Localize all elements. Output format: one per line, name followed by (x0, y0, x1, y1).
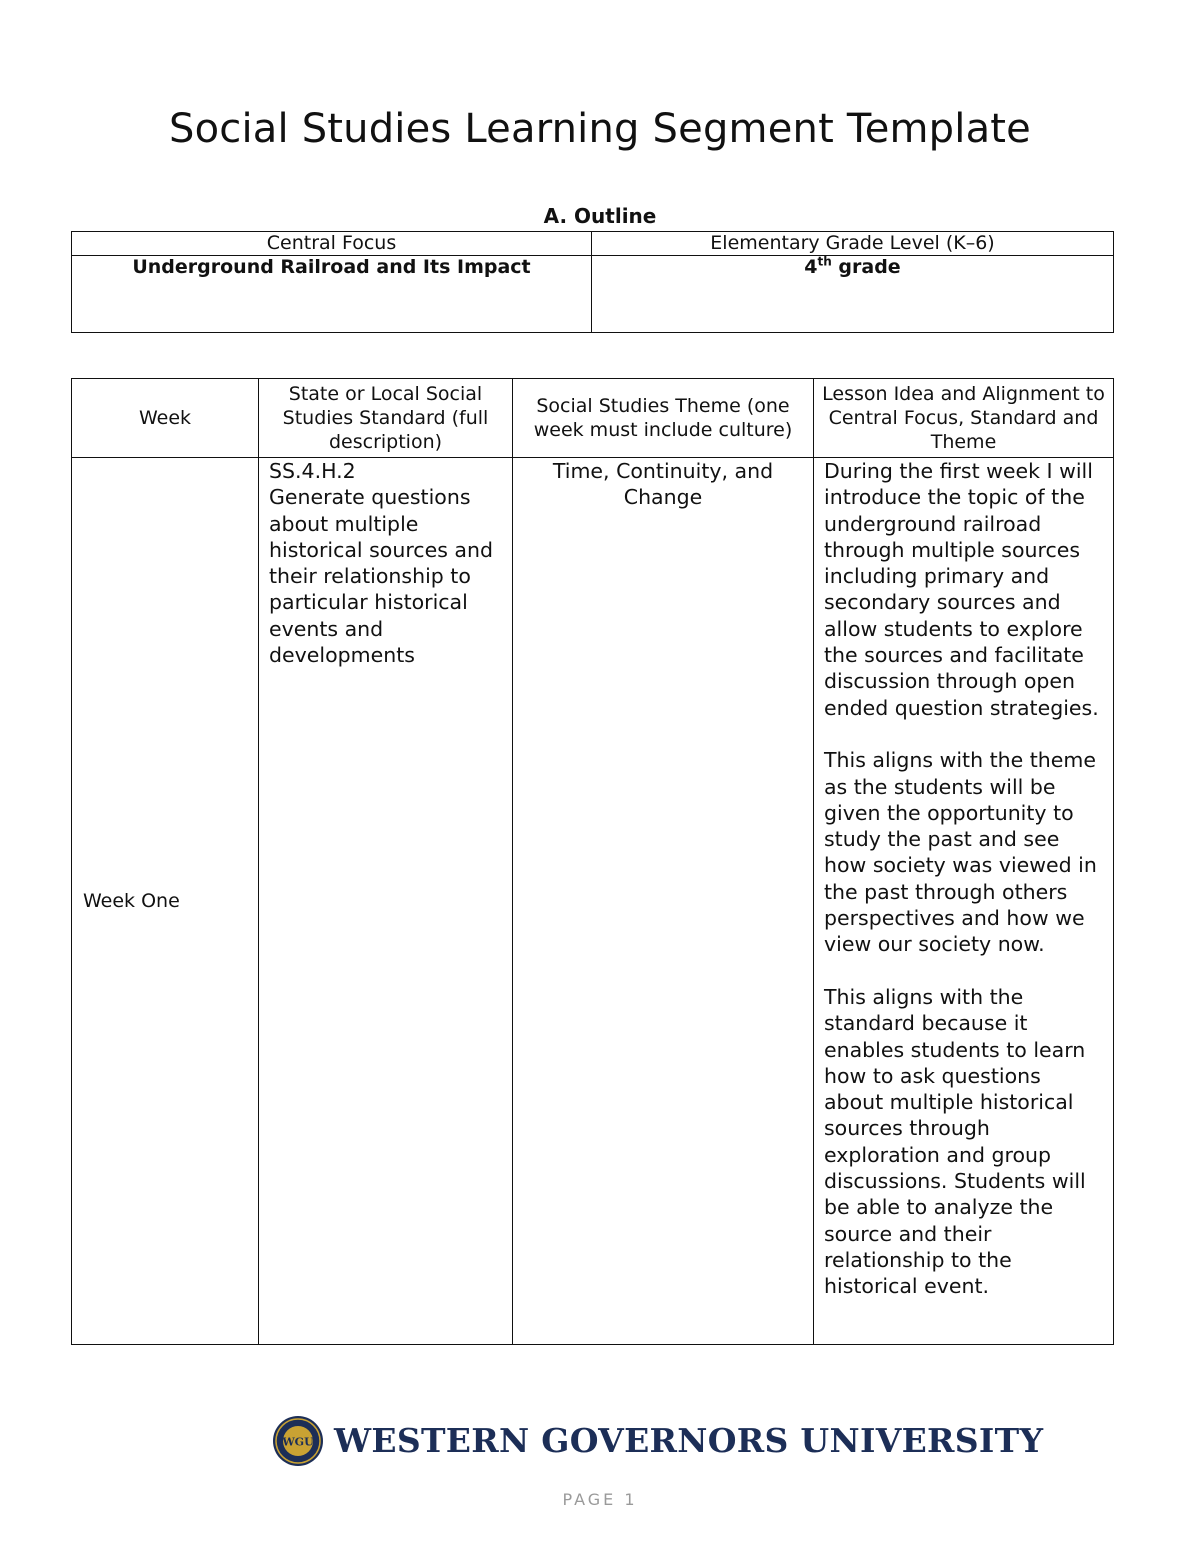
university-seal-icon (272, 1415, 324, 1467)
lesson-cell (814, 458, 1114, 1345)
standard-text: SS.4.H.2 Generate questions about multiple historical sources and their relationship to particular historical events and developments (269, 459, 493, 668)
grade-level-number: 4 (804, 256, 818, 278)
outline-header-row (72, 232, 1114, 256)
grade-level-value (592, 256, 1114, 333)
section-heading-outline: A. Outline (543, 204, 657, 228)
grade-level-suffix: th (817, 254, 832, 269)
outline-table (71, 231, 1114, 333)
header-central-focus: Central Focus (72, 232, 592, 256)
header-standard: State or Local Social Studies Standard (full description) (259, 379, 513, 458)
seal-initials: WGU (282, 1435, 314, 1449)
header-lesson-idea: Lesson Idea and Alignment to Central Focus, Standard and Theme (814, 379, 1114, 458)
document-title: Social Studies Learning Segment Template (168, 106, 1031, 152)
wgu-logo (272, 1415, 1044, 1471)
header-grade-level: Elementary Grade Level (K–6) (592, 232, 1114, 256)
standard-cell (259, 458, 513, 1345)
header-week: Week (72, 379, 259, 458)
outline-value-row (72, 256, 1114, 333)
lesson-text: During the first week I will introduce the topic of the underground railroad through multiple sources including primary and secondary sources and allow students to explore the sources and facilitate discussion through open ended question strategies. This aligns with the theme as the students will be given the opportunity to study the past and see how society was viewed in the past through others perspectives and how we view our society now. This aligns with the standard because it enables students to learn how to ask questions about multiple historical sources through exploration and group discussions. Students will be able to analyze the source and their relationship to the historical event. (824, 459, 1099, 1299)
page-number: PAGE 1 (562, 1490, 638, 1509)
university-name: WESTERN GOVERNORS UNIVERSITY (334, 1421, 1044, 1460)
central-focus-value: Underground Railroad and Its Impact (72, 256, 592, 333)
header-theme: Social Studies Theme (one week must include culture) (513, 379, 814, 458)
theme-cell (513, 458, 814, 1345)
weekly-plan-header-row (72, 379, 1114, 458)
week-label: Week One (72, 458, 259, 1345)
table-row (72, 458, 1114, 1345)
theme-text: Time, Continuity, and Change (552, 459, 774, 510)
weekly-plan-table (71, 378, 1114, 1345)
grade-level-word: grade (831, 256, 901, 278)
